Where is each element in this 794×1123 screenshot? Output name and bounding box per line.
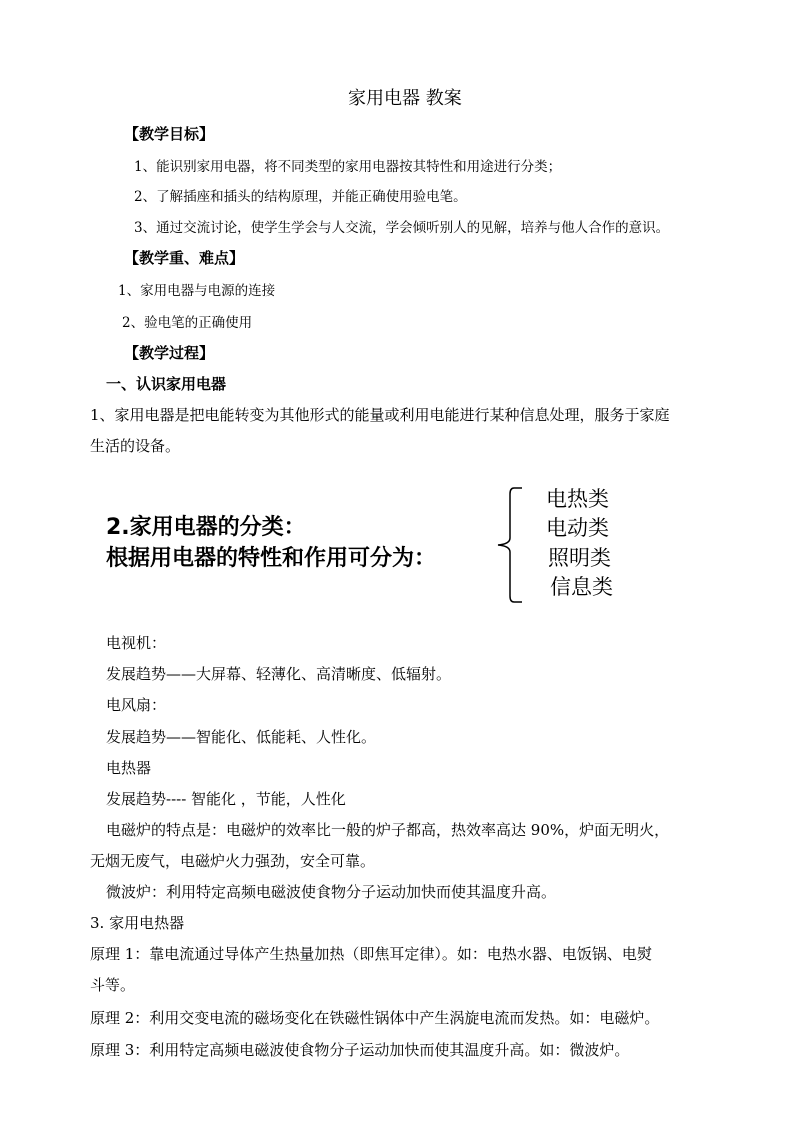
principle-3: 原理 3：利用特定高频电磁波使食物分子运动加快而使其温度升高。如：微波炉。 xyxy=(90,1041,630,1059)
page-title: 家用电器 教案 xyxy=(348,88,462,109)
microwave-line: 微波炉：利用特定高频电磁波使食物分子运动加快而使其温度升高。 xyxy=(106,883,557,901)
section-heading-1: 一、认识家用电器 xyxy=(106,375,227,393)
category-motor: 电动类 xyxy=(546,516,609,540)
principle-1-line-1: 原理 1：靠电流通过导体产生热量加热（即焦耳定律）。如：电热水器、电饭锅、电熨 xyxy=(90,945,652,963)
heating-heading: 3. 家用电热器 xyxy=(90,914,185,932)
tv-label: 电视机： xyxy=(106,634,167,652)
objective-item-3: 3、通过交流讨论，使学生学会与人交流，学会倾听别人的见解，培养与他人合作的意识。 xyxy=(134,220,670,236)
fan-label: 电风扇： xyxy=(106,696,167,714)
heater-label: 电热器 xyxy=(106,759,152,777)
definition-line-2: 生活的设备。 xyxy=(90,437,181,455)
process-heading: 【教学过程】 xyxy=(124,344,215,362)
classification-title: 2.家用电器的分类： xyxy=(106,515,306,540)
category-information: 信息类 xyxy=(550,575,613,599)
tv-trend: 发展趋势——大屏幕、轻薄化、高清晰度、低辐射。 xyxy=(106,665,452,683)
objectives-heading: 【教学目标】 xyxy=(124,125,215,143)
classification-subtitle: 根据用电器的特性和作用可分为： xyxy=(106,546,437,571)
heater-trend: 发展趋势---- 智能化 ，节能，人性化 xyxy=(106,790,346,808)
objective-item-1: 1、能识别家用电器，将不同类型的家用电器按其特性和用途进行分类； xyxy=(134,159,562,175)
definition-line-1: 1、家用电器是把电能转变为其他形式的能量或利用电能进行某种信息处理，服务于家庭 xyxy=(90,406,670,424)
fan-trend: 发展趋势——智能化、低能耗、人性化。 xyxy=(106,728,377,746)
keypoints-heading: 【教学重、难点】 xyxy=(124,249,245,267)
keypoint-item-1: 1、家用电器与电源的连接 xyxy=(118,283,276,299)
category-lighting: 照明类 xyxy=(548,546,611,570)
curly-brace xyxy=(494,486,528,604)
induction-line-1: 电磁炉的特点是：电磁炉的效率比一般的炉子都高，热效率高达 90%，炉面无明火， xyxy=(106,821,670,839)
induction-line-2: 无烟无废气，电磁炉火力强劲，安全可靠。 xyxy=(90,852,376,870)
category-heating: 电热类 xyxy=(546,487,609,511)
objective-item-2: 2、了解插座和插头的结构原理，并能正确使用验电笔。 xyxy=(134,189,467,205)
keypoint-item-2: 2、验电笔的正确使用 xyxy=(122,315,253,331)
principle-1-line-2: 斗等。 xyxy=(90,976,136,994)
principle-2: 原理 2：利用交变电流的磁场变化在铁磁性锅体中产生涡旋电流而发热。如：电磁炉。 xyxy=(90,1009,660,1027)
